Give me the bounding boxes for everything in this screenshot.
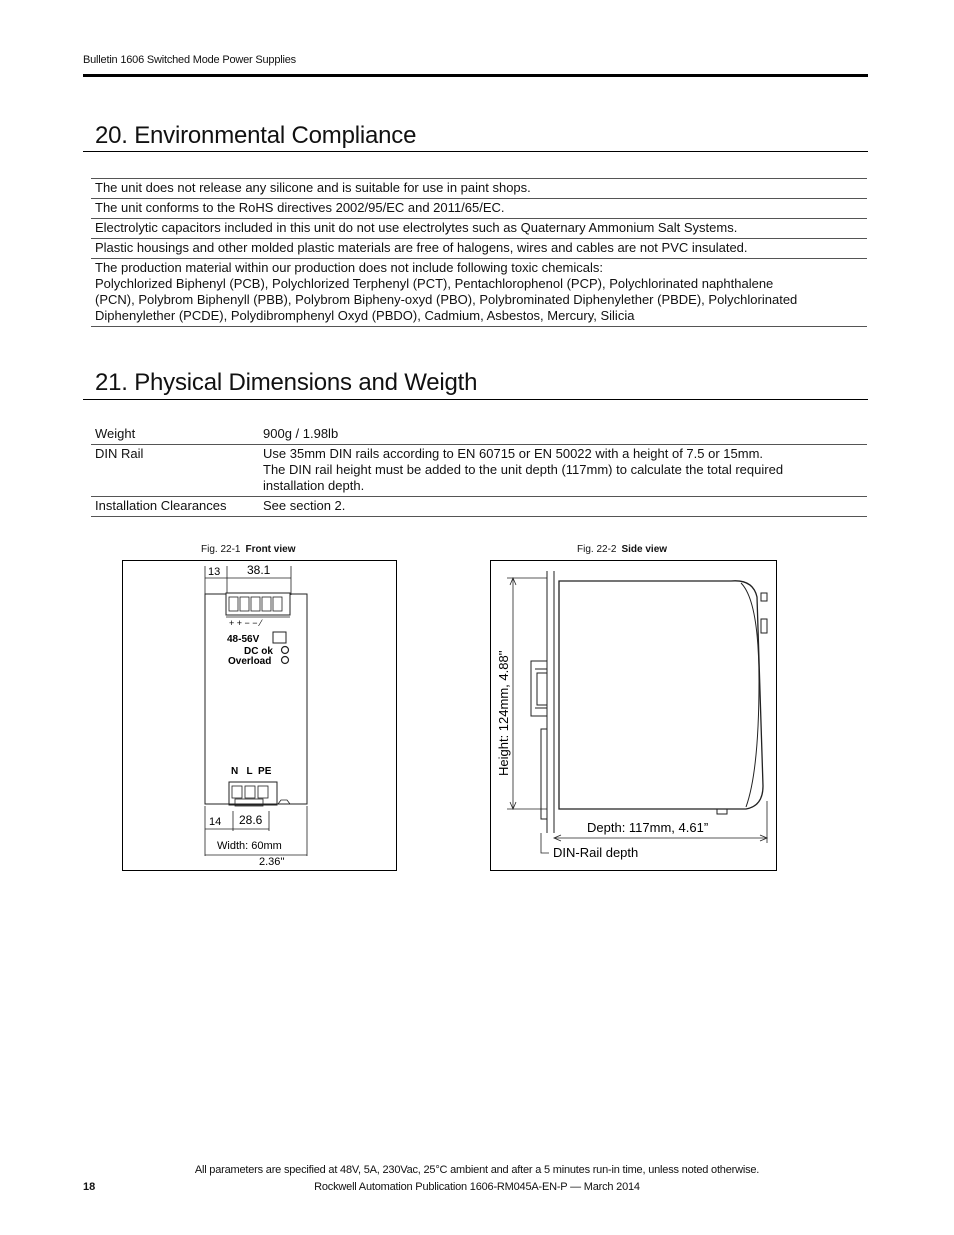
spec-value bbox=[259, 497, 867, 517]
dim-bottom-left: 14 bbox=[209, 816, 222, 828]
dim-bottom-right: 28.6 bbox=[239, 813, 263, 827]
side-view-figure bbox=[490, 560, 777, 871]
section-21-heading: 21. Physical Dimensions and Weigth bbox=[95, 369, 478, 396]
table-row bbox=[91, 445, 867, 497]
table-row bbox=[91, 497, 867, 517]
footer-note: All parameters are specified at 48V, 5A, 230Vac, 25°C ambient and after a 5 minutes run-in time, unless noted otherwise. bbox=[194, 1164, 760, 1176]
page-number: 18 bbox=[83, 1181, 96, 1193]
spec-label: Installation Clearances bbox=[95, 498, 227, 513]
depth-label: Depth: 117mm, 4.61” bbox=[587, 820, 709, 835]
caption-number: Fig. 22-2 bbox=[577, 544, 617, 555]
spec-label: Weight bbox=[95, 426, 136, 441]
compliance-text: Electrolytic capacitors included in this unit do not use electrolytes such as Quaternary Ammonium Salt Systems. bbox=[95, 220, 738, 235]
text-line: See section 2. bbox=[263, 498, 346, 513]
side-view-caption bbox=[577, 544, 667, 556]
running-header: Bulletin 1606 Switched Mode Power Supplies bbox=[83, 54, 296, 66]
table-row bbox=[91, 199, 867, 219]
text-line: installation depth. bbox=[263, 478, 365, 493]
header-rule bbox=[83, 74, 868, 77]
width-inch-label: 2.36'' bbox=[259, 856, 285, 868]
caption-title: Front view bbox=[245, 544, 296, 555]
text-line: Use 35mm DIN rails according to EN 60715 or EN 50022 with a height of 7.5 or 15mm. bbox=[263, 446, 764, 461]
table-row bbox=[91, 425, 867, 445]
publication-info: Rockwell Automation Publication 1606-RM045A-EN-P — March 2014 bbox=[314, 1181, 640, 1193]
compliance-text: Plastic housings and other molded plastic materials are free of halogens, wires and cables are not PVC insulated. bbox=[95, 240, 748, 255]
table-row bbox=[91, 259, 867, 327]
text-line: Polychlorized Biphenyl (PCB), Polychlorized Terphenyl (PCT), Pentachlorophenol (PCP), Polychlorinated naphthalene bbox=[95, 276, 774, 291]
text-line: The DIN rail height must be added to the unit depth (117mm) to calculate the total required bbox=[263, 462, 784, 477]
compliance-text: The unit conforms to the RoHS directives 2002/95/EC and 2011/65/EC. bbox=[95, 200, 505, 215]
dim-top-left: 13 bbox=[208, 566, 221, 578]
table-row bbox=[91, 219, 867, 239]
text-line: (PCN), Polybrom Biphenyll (PBB), Polybrom Bipheny-oxyd (PBO), Polybrominated Diphenylether (PBDE), Polychlorinated bbox=[95, 292, 798, 307]
height-label: Height: 124mm, 4.88'' bbox=[496, 650, 511, 776]
physical-dimensions-table bbox=[91, 425, 867, 517]
text-line: The production material within our production does not include following toxic chemicals: bbox=[95, 260, 603, 275]
side-view-drawing bbox=[491, 561, 776, 870]
caption-number: Fig. 22-1 bbox=[201, 544, 241, 555]
text-line: Diphenylether (PCDE), Polydibromphenyl Oxyd (PBDO), Cadmium, Asbestos, Mercury, Silicia bbox=[95, 308, 635, 323]
voltage-label: 48-56V bbox=[227, 634, 260, 645]
environmental-compliance-table bbox=[91, 178, 867, 327]
front-view-drawing bbox=[123, 561, 396, 870]
input-terminals-label: N L PE bbox=[231, 766, 272, 777]
table-row bbox=[91, 179, 867, 199]
dim-top-right: 38.1 bbox=[247, 563, 271, 577]
compliance-text bbox=[91, 259, 867, 327]
dc-ok-label: DC ok bbox=[244, 646, 273, 657]
section-20-heading-rule bbox=[83, 151, 868, 152]
spec-value bbox=[259, 425, 867, 445]
compliance-text: The unit does not release any silicone and is suitable for use in paint shops. bbox=[95, 180, 531, 195]
section-21-heading-rule bbox=[83, 399, 868, 400]
section-20-heading: 20. Environmental Compliance bbox=[95, 122, 417, 149]
din-rail-depth-label: DIN-Rail depth bbox=[553, 845, 639, 860]
terminal-signs: + + − − ⁄ bbox=[229, 618, 262, 628]
text-line: 900g / 1.98lb bbox=[263, 426, 339, 441]
spec-label: DIN Rail bbox=[95, 446, 144, 461]
front-view-caption bbox=[201, 544, 295, 556]
front-view-figure bbox=[122, 560, 397, 871]
overload-label: Overload bbox=[228, 656, 272, 667]
width-label: Width: 60mm bbox=[217, 840, 282, 852]
spec-value bbox=[259, 445, 867, 497]
caption-title: Side view bbox=[621, 544, 668, 555]
table-row bbox=[91, 239, 867, 259]
